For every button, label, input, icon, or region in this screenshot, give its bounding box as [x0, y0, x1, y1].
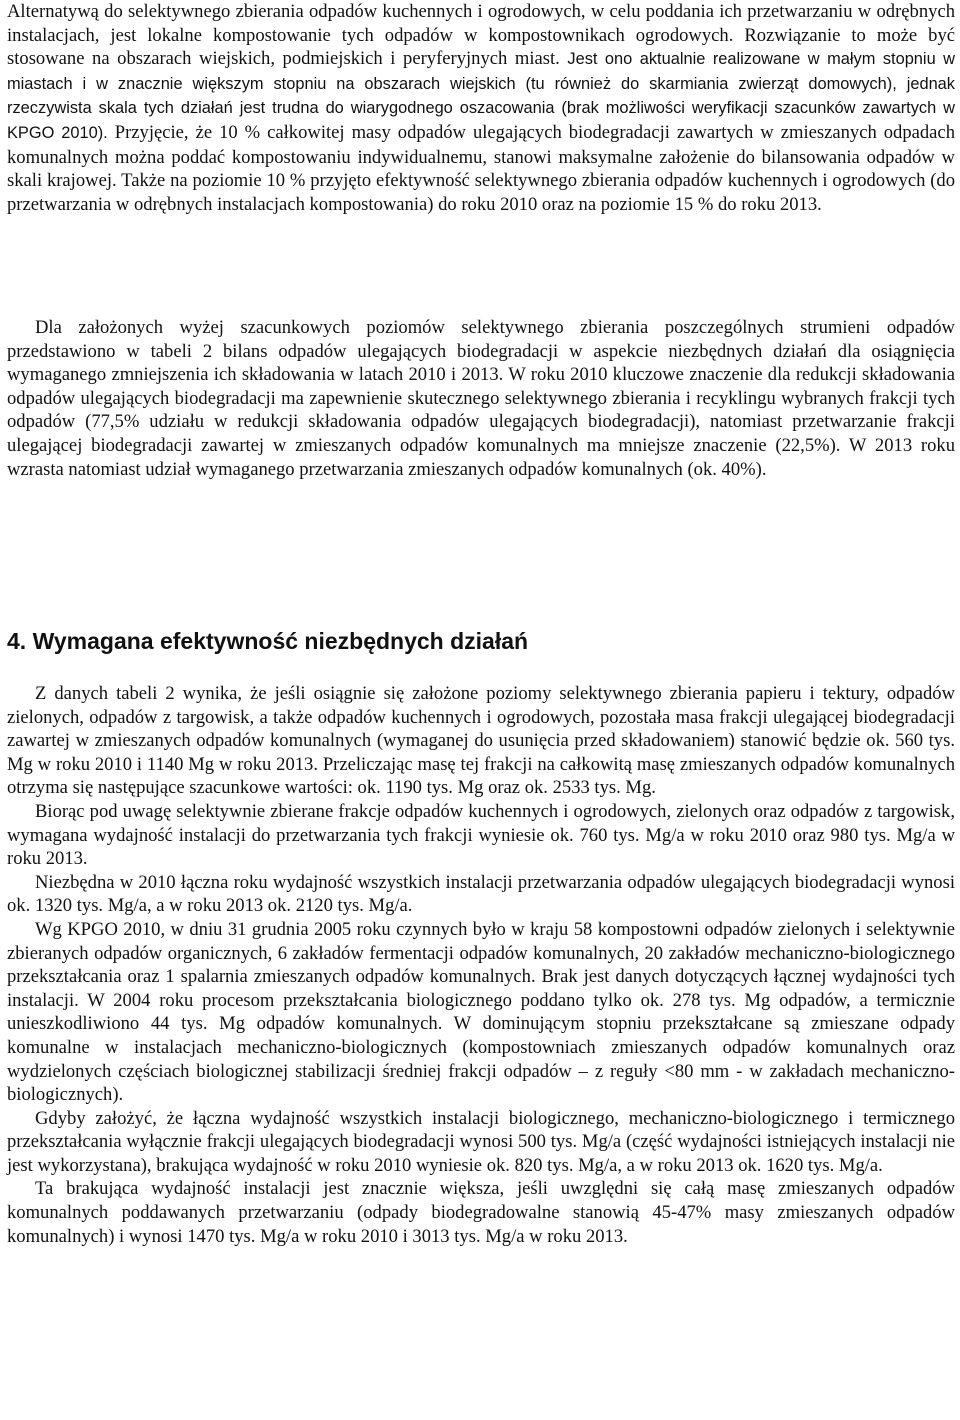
section-paragraph: Biorąc pod uwagę selektywnie zbierane frakcje odpadów kuchennych i ogrodowych, zielonych oraz odpadów z targowisk, wymagana wydajność instalacji do przetwarzania tych frakcji wyniesie ok. 760 tys. Mg/a w roku 2010 oraz 980 tys. Mg/a w roku 2013.: [7, 800, 955, 870]
paragraph-composting-part-a: Alternatywą do selektywnego zbierania odpadów kuchennych i ogrodowych, w celu poddania ich przetwarzaniu w odrębnych instalacjach, jest lokalne kompostowanie tych odpadów w kompostownikach ogrodowych. Rozwiązanie to może być stosowane na obszarach wiejskich, podmiejskich i peryferyjnych miast.: [7, 1, 955, 70]
section-paragraph: Niezbędna w 2010 łączna roku wydajność wszystkich instalacji przetwarzania odpadów ulegających biodegradacji wynosi ok. 1320 tys. Mg/a, a w roku 2013 ok. 2120 tys. Mg/a.: [7, 871, 955, 917]
paragraph-composting: [7, 0, 955, 216]
paragraph-balance: Dla założonych wyżej szacunkowych poziomów selektywnego zbierania poszczególnych strumieni odpadów przedstawiono w tabeli 2 bilans odpadów ulegających biodegradacji w aspekcie niezbędnych działań dla osiągnięcia wymaganego zmniejszenia ich składowania w latach 2010 i 2013. W roku 2010 kluczowe znaczenie dla redukcji składowania odpadów ulegających biodegradacji ma zapewnienie skutecznego selektywnego zbierania i recyklingu wybranych frakcji tych odpadów (77,5% udziału w redukcji składowania odpadów ulegających biodegradacji), natomiast przetwarzanie frakcji ulegającej biodegradacji zawartej w zmieszanych odpadów komunalnych ma mniejsze znaczenie (22,5%). W 2013 roku wzrasta natomiast udział wymaganego przetwarzania zmieszanych odpadów komunalnych (ok. 40%).: [7, 317, 955, 480]
section-heading: 4. Wymagana efektywność niezbędnych działań: [7, 628, 529, 654]
section-paragraph: Ta brakująca wydajność instalacji jest znacznie większa, jeśli uwzględni się całą masę zmieszanych odpadów komunalnych poddawanych przetwarzaniu (odpady biodegradowalne stanowią 45-47% masy zmieszanych odpadów komunalnych) i wynosi 1470 tys. Mg/a w roku 2010 i 3013 tys. Mg/a w roku 2013.: [7, 1178, 955, 1247]
paragraph-composting-part-b: Jest ono aktualnie realizowane w małym stopniu w miastach i w znacznie większym stopniu na obszarach wiejskich (tu również do skarmiania zwierząt domowych), jednak rzeczywista skala tych działań jest trudna do wiarygodnego oszacowania (brak możliwości weryfikacji szacunków zawartych w KPGO 2010).: [7, 50, 955, 142]
paragraph-composting-part-c: Przyjęcie, że 10 % całkowitej masy odpadów ulegających biodegradacji zawartych w zmieszanych odpadach komunalnych można poddać kompostowaniu indywidualnemu, stanowi maksymalne założenie do bilansowania odpadów w skali krajowej. Także na poziomie 10 % przyjęto efektywność selektywnego zbierania odpadów kuchennych i ogrodowych (do przetwarzania w odrębnych instalacjach kompostowania) do roku 2010 oraz na poziomie 15 % do roku 2013.: [7, 121, 955, 215]
section-paragraph: Wg KPGO 2010, w dniu 31 grudnia 2005 roku czynnych było w kraju 58 kompostowni odpadów zielonych i selektywnie zbieranych odpadów organicznych, 6 zakładów fermentacji odpadów komunalnych, 20 zakładów mechaniczno-biologicznego przekształcania oraz 1 spalarnia zmieszanych odpadów komunalnych. Brak jest danych dotyczących łącznej wydajności tych instalacji. W 2004 roku procesom przekształcania biologicznego poddano tylko ok. 278 tys. Mg odpadów, a termicznie unieszkodliwiono 44 tys. Mg odpadów komunalnych. W dominującym stopniu przekształcane są zmieszane odpady komunalne w instalacjach mechaniczno-biologicznych (kompostowniach zmieszanych odpadów komunalnych oraz wydzielonych częściach biologicznej stabilizacji średniej frakcji odpadów – z reguły <80 mm - w zakładach mechaniczno-biologicznych).: [7, 918, 955, 1106]
section-paragraph: Gdyby założyć, że łączna wydajność wszystkich instalacji biologicznego, mechaniczno-biologicznego i termicznego przekształcania wyłącznie frakcji ulegających biodegradacji wynosi 500 tys. Mg/a (część wydajności istniejących instalacji nie jest wykorzystana), brakująca wydajność w roku 2010 wyniesie ok. 820 tys. Mg/a, a w roku 2013 ok. 1620 tys. Mg/a.: [7, 1107, 955, 1176]
section-body: [7, 682, 955, 1248]
section-paragraph: Z danych tabeli 2 wynika, że jeśli osiągnie się założone poziomy selektywnego zbierania papieru i tektury, odpadów zielonych, odpadów z targowisk, a także odpadów kuchennych i ogrodowych, pozostała masa frakcji ulegającej biodegradacji zawartej w zmieszanych odpadów komunalnych (wymaganej do usunięcia przed składowaniem) stanowić będzie ok. 560 tys. Mg w roku 2010 i 1140 Mg w roku 2013. Przeliczając masę tej frakcji na całkowitą masę zmieszanych odpadów komunalnych otrzyma się następujące szacunkowe wartości: ok. 1190 tys. Mg oraz ok. 2533 tys. Mg.: [7, 683, 955, 799]
